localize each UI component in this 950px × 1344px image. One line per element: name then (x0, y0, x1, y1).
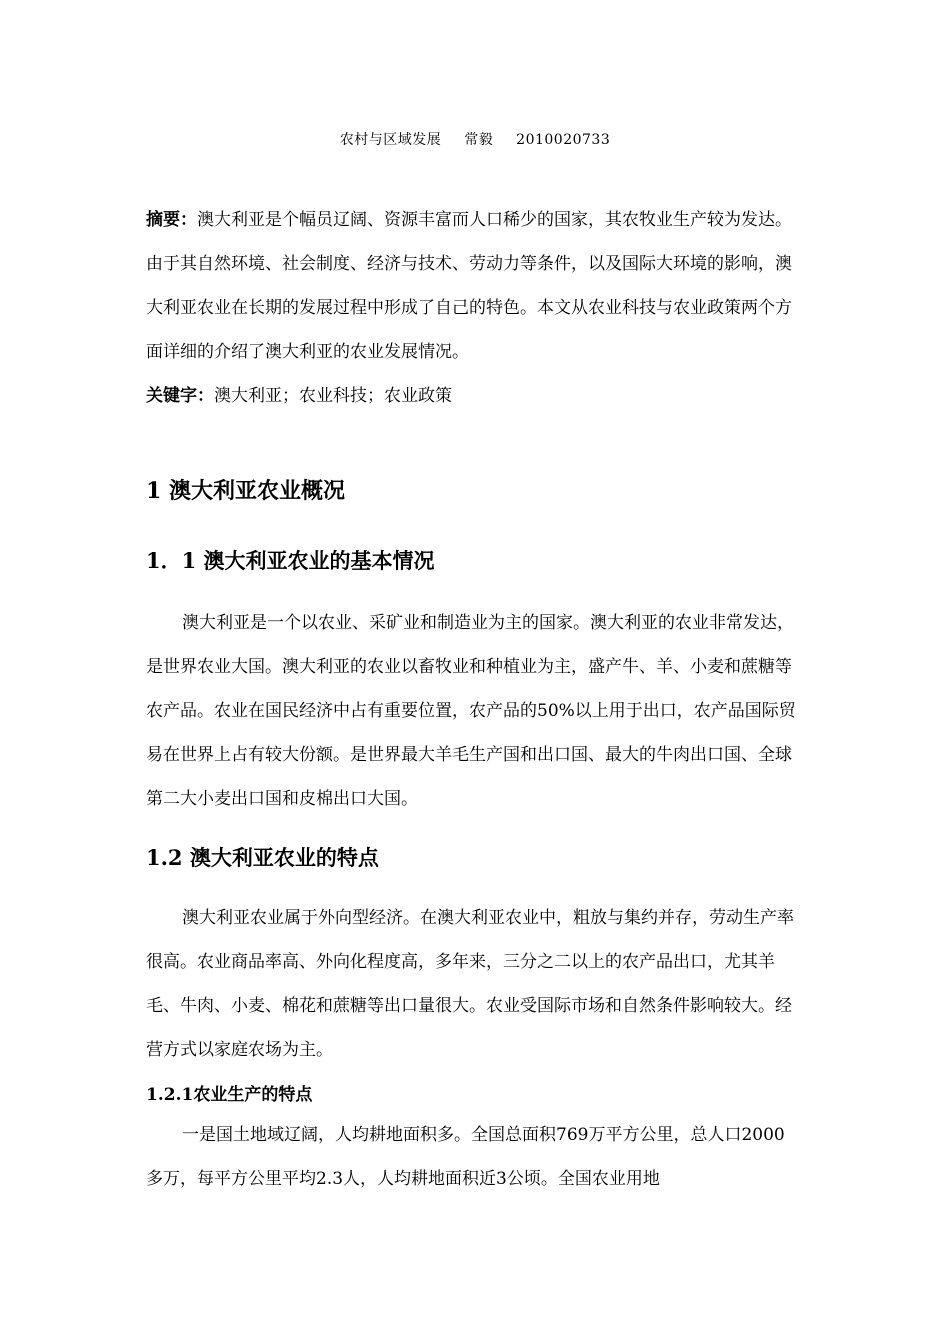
course-name: 农村与区域发展 (339, 132, 442, 148)
abstract (146, 198, 800, 374)
keywords-text: 澳大利亚；农业科技；农业政策 (214, 386, 452, 406)
author-name: 常毅 (464, 132, 494, 148)
section-1-2-1-body (146, 1113, 800, 1201)
section-1-2-body (146, 896, 800, 1072)
keywords-label: 关键字： (146, 386, 214, 406)
abstract-label: 摘要： (146, 210, 197, 230)
section-1-2-heading: 1.2 澳大利亚农业的特点 (146, 845, 379, 870)
student-id: 2010020733 (516, 132, 611, 148)
section-1-1-paragraph: 澳大利亚是一个以农业、采矿业和制造业为主的国家。澳大利亚的农业非常发达，是世界农业大国。澳大利亚的农业以畜牧业和种植业为主，盛产牛、羊、小麦和蔗糖等农产品。农业在国民经济中占有重要位置，农产品的50%以上用于出口，农产品国际贸易在世界上占有较大份额。是世界最大羊毛生产国和出口国、最大的牛肉出口国、全球第二大小麦出口国和皮棉出口大国。 (146, 613, 796, 809)
section-1-2-1-heading: 1.2.1农业生产的特点 (146, 1085, 313, 1105)
section-1-1-body (146, 601, 800, 821)
section-1-2-paragraph: 澳大利亚农业属于外向型经济。在澳大利亚农业中，粗放与集约并存，劳动生产率很高。农业商品率高、外向化程度高，多年来，三分之二以上的农产品出口，尤其羊毛、牛肉、小麦、棉花和蔗糖等出口量很大。农业受国际市场和自然条件影响较大。经营方式以家庭农场为主。 (146, 908, 794, 1060)
section-1-heading: 1 澳大利亚农业概况 (146, 478, 345, 504)
abstract-text: 澳大利亚是个幅员辽阔、资源丰富而人口稀少的国家，其农牧业生产较为发达。由于其自然环境、社会制度、经济与技术、劳动力等条件，以及国际大环境的影响，澳大利亚农业在长期的发展过程中形成了自己的特色。本文从农业科技与农业政策两个方面详细的介绍了澳大利亚的农业发展情况。 (146, 210, 792, 362)
keywords (146, 378, 800, 414)
section-1-2-1-paragraph: 一是国土地域辽阔，人均耕地面积多。全国总面积769万平方公里，总人口2000多万，每平方公里平均2.3人，人均耕地面积近3公顷。全国农业用地 (146, 1125, 785, 1189)
section-1-1-heading: 1．1 澳大利亚农业的基本情况 (146, 548, 435, 573)
author-line (0, 129, 950, 149)
